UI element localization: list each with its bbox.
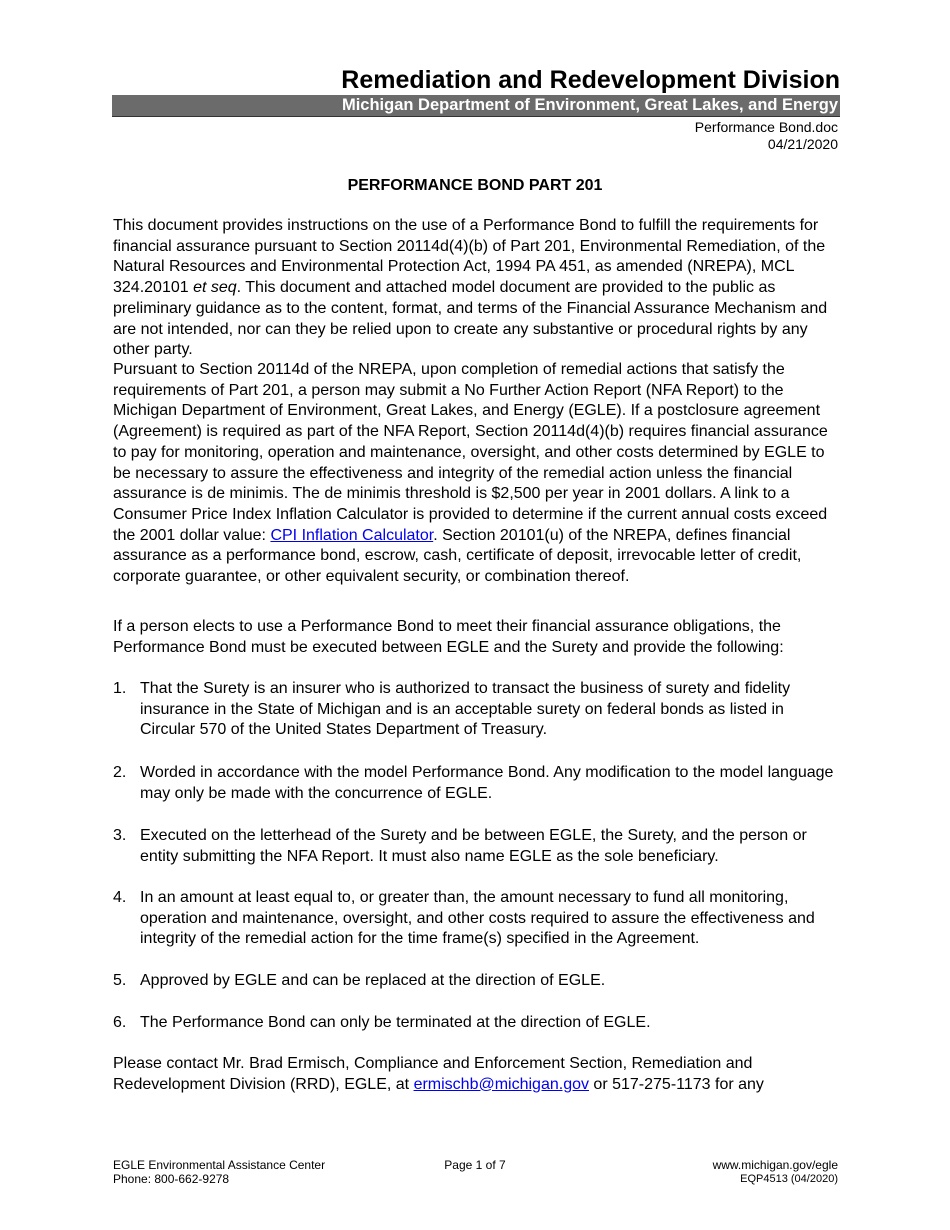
division-title: Remediation and Redevelopment Division [341, 66, 840, 94]
document-filename: Performance Bond.doc [694, 119, 838, 135]
text: . This document and attached model document are provided to the public as preliminary guidance as to the content, format, and terms of the Financial Assurance Mechanism and are not intended, nor can they be relied upon to create any substantive or procedural rights by any other party. [113, 279, 828, 359]
list-number: 6. [113, 1014, 127, 1031]
list-text: Executed on the letterhead of the Surety and be between EGLE, the Surety, and the person or entity submitting the NFA Report. It must also name EGLE as the sole beneficiary. [140, 827, 807, 865]
requirements-intro: If a person elects to use a Performance Bond to meet their financial assurance obligations, the Performance Bond must be executed between EGLE and the Surety and provide the following: [113, 618, 784, 656]
list-item [113, 826, 843, 867]
intro-paragraph [113, 216, 843, 361]
contact-paragraph [113, 1054, 843, 1095]
text: or 517-275-1173 for any [588, 1075, 764, 1093]
list-text: Approved by EGLE and can be replaced at the direction of EGLE. [140, 972, 606, 989]
text: Please contact Mr. Brad Ermisch, Compliance and Enforcement Section, Remediation and Redevelopment Division (RRD), EGLE, at [113, 1055, 753, 1093]
document-meta [695, 119, 838, 153]
list-item [113, 1013, 843, 1034]
text: Pursuant to Section 20114d of the NREPA, upon completion of remedial actions that satisfy the requirements of Part 201, a person may submit a No Further Action Report (NFA Report) to the Michigan Department of Environment, Great Lakes, and Energy (EGLE). If a postclosure agreement (Agreement) is required as part of the NFA Report, Section 20114d(4)(b) requires financial assurance to pay for monitoring, operation and maintenance, oversight, and other costs determined by EGLE to be necessary to assure the effectiveness and integrity of the remedial action unless the financial assurance is de minimis. The de minimis threshold is $2,500 per year in 2001 dollars. A link to a Consumer Price Index Inflation Calculator is provided to determine if the current annual costs exceed the 2001 dollar value: [113, 361, 828, 544]
list-number: 5. [113, 972, 127, 989]
text: . Section 20101(u) of the NREPA, defines financial assurance as a performance bond, escrow, cash, certificate of deposit, irrevocable letter of credit, corporate guarantee, or other equivalent security, or combination thereof. [113, 526, 802, 586]
email-link[interactable]: ermischb@michigan.gov [413, 1075, 589, 1093]
list-item [113, 679, 843, 741]
footer-center-name: EGLE Environmental Assistance Center [113, 1158, 326, 1172]
list-text: In an amount at least equal to, or greater than, the amount necessary to fund all monitoring, operation and maintenance, oversight, and other costs required to assure the effectiveness and integrity of the remedial action for the time frame(s) specified in the Agreement. [140, 889, 815, 948]
italic-text: et seq [193, 279, 237, 297]
page-number: Page 1 of 7 [444, 1158, 506, 1172]
list-text: That the Surety is an insurer who is authorized to transact the business of surety and fidelity insurance in the State of Michigan and is an acceptable surety on federal bonds as listed in Circular 570 of the United States Department of Treasury. [140, 680, 791, 739]
cpi-calculator-link[interactable]: CPI Inflation Calculator [270, 526, 434, 544]
list-number: 4. [113, 889, 127, 906]
document-date: 04/21/2020 [767, 136, 838, 152]
document-title: PERFORMANCE BOND PART 201 [347, 177, 603, 194]
list-number: 2. [113, 764, 127, 781]
footer-right [713, 1158, 838, 1186]
list-text: The Performance Bond can only be terminated at the direction of EGLE. [140, 1014, 651, 1031]
list-item [113, 763, 843, 804]
footer-form-number: EQP4513 (04/2020) [740, 1173, 838, 1185]
footer-url: www.michigan.gov/egle [712, 1158, 838, 1172]
list-number: 1. [113, 680, 127, 697]
department-name: Michigan Department of Environment, Great Lakes, and Energy [341, 96, 838, 114]
list-item [113, 971, 843, 992]
list-number: 3. [113, 827, 127, 844]
text: This document provides instructions on the use of a Performance Bond to fulfill the requirements for financial assurance pursuant to Section 20114d(4)(b) of Part 201, Environmental Remediation, of the Natural Resources and Environmental Protection Act, 1994 PA 451, as amended (NREPA), MCL 324.20101 [113, 217, 826, 297]
list-item [113, 888, 843, 950]
nrepa-paragraph [113, 360, 843, 588]
footer-phone: Phone: 800-662-9278 [113, 1172, 230, 1186]
list-text: Worded in accordance with the model Performance Bond. Any modification to the model language may only be made with the concurrence of EGLE. [140, 764, 834, 802]
